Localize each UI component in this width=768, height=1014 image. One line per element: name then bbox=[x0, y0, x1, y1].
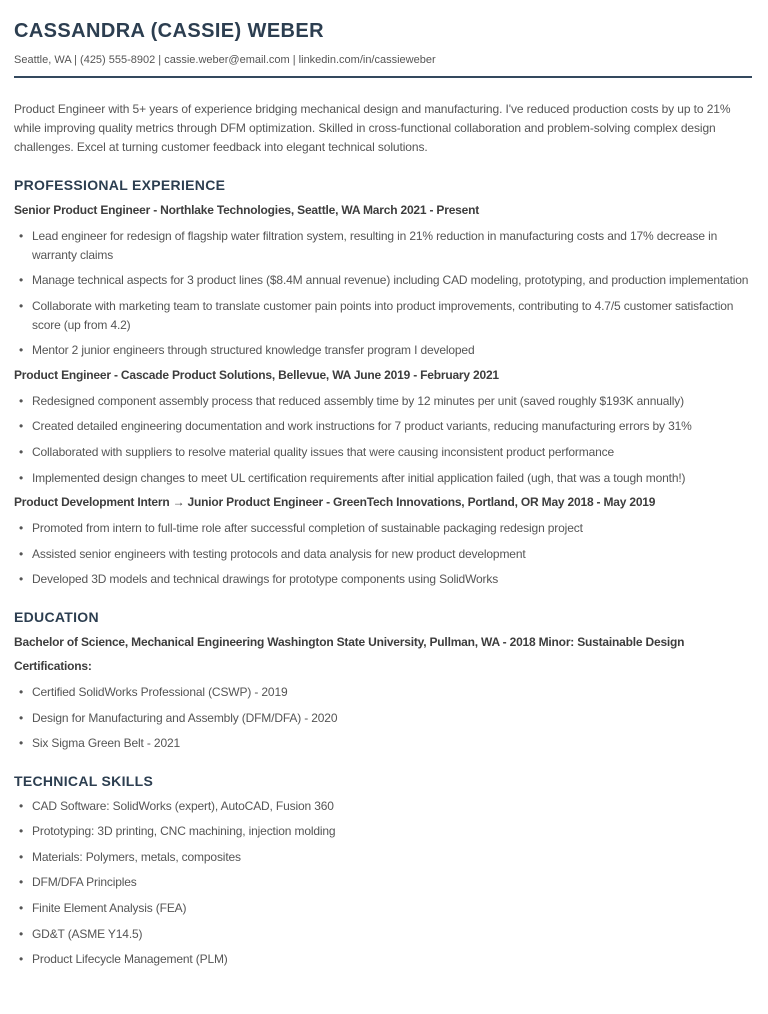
heading-professional-experience: PROFESSIONAL EXPERIENCE bbox=[14, 177, 226, 194]
certification-item: • Six Sigma Green Belt - 2021 bbox=[14, 734, 752, 753]
skill-item: • Product Lifecycle Management (PLM) bbox=[14, 950, 752, 969]
job-bullet: • Mentor 2 junior engineers through structured knowledge transfer program I developed bbox=[14, 341, 752, 360]
skill-item: • GD&T (ASME Y14.5) bbox=[14, 925, 752, 944]
skill-item: • DFM/DFA Principles bbox=[14, 873, 752, 892]
job-title: Senior Product Engineer - Northlake Technologies, Seattle, WA March 2021 - Present bbox=[14, 203, 480, 218]
job-bullet: • Lead engineer for redesign of flagship water filtration system, resulting in 21% reduction in manufacturing costs and 17% decrease in warranty claims bbox=[14, 227, 752, 264]
job-bullet: • Collaborated with suppliers to resolve material quality issues that were causing inconsistent product performance bbox=[14, 443, 752, 462]
section-education bbox=[14, 609, 752, 753]
job-bullet-list bbox=[14, 519, 752, 589]
skills-list bbox=[14, 797, 752, 969]
skill-item: • Finite Element Analysis (FEA) bbox=[14, 899, 752, 918]
resume-document bbox=[0, 20, 768, 1014]
job-bullet: • Created detailed engineering documentation and work instructions for 7 product variants, reducing manufacturing errors by 31% bbox=[14, 417, 752, 436]
skill-item: • Materials: Polymers, metals, composites bbox=[14, 848, 752, 867]
certifications-label: Certifications: bbox=[14, 658, 92, 673]
summary-paragraph: Product Engineer with 5+ years of experience bridging mechanical design and manufacturing. I've reduced production costs by up to 21% while improving quality metrics through DFM optimization. Skilled in cross-functional collaboration and problem-solving complex design challenges. Excel at turning customer feedback into elegant technical solutions. bbox=[14, 102, 731, 155]
job-bullet: • Promoted from intern to full-time role after successful completion of sustainable packaging redesign project bbox=[14, 519, 752, 538]
job-bullet-list bbox=[14, 392, 752, 487]
heading-education: EDUCATION bbox=[14, 608, 99, 625]
job-list bbox=[14, 201, 752, 589]
job-bullet: • Assisted senior engineers with testing protocols and data analysis for new product development bbox=[14, 545, 752, 564]
job-entry bbox=[14, 366, 752, 487]
skill-item: • Prototyping: 3D printing, CNC machining, injection molding bbox=[14, 822, 752, 841]
heading-technical-skills: TECHNICAL SKILLS bbox=[14, 772, 154, 789]
contact-line: Seattle, WA | (425) 555-8902 | cassie.weber@email.com | linkedin.com/in/cassieweber bbox=[14, 54, 436, 66]
job-bullet: • Developed 3D models and technical drawings for prototype components using SolidWorks bbox=[14, 570, 752, 589]
header-divider bbox=[14, 76, 752, 78]
job-bullet: • Implemented design changes to meet UL certification requirements after initial application failed (ugh, that was a tough month!) bbox=[14, 469, 752, 488]
certification-list bbox=[14, 683, 752, 753]
job-title: Product Development Intern → Junior Product Engineer - GreenTech Innovations, Portland, OR May 2018 - May 2019 bbox=[14, 495, 656, 510]
certification-item: • Certified SolidWorks Professional (CSWP) - 2019 bbox=[14, 683, 752, 702]
candidate-name: CASSANDRA (CASSIE) WEBER bbox=[14, 20, 324, 42]
job-entry bbox=[14, 201, 752, 360]
job-bullet: • Redesigned component assembly process that reduced assembly time by 12 minutes per unit (saved roughly $193K annually) bbox=[14, 392, 752, 411]
skill-item: • CAD Software: SolidWorks (expert), AutoCAD, Fusion 360 bbox=[14, 797, 752, 816]
job-bullet: • Collaborate with marketing team to translate customer pain points into product improvements, contributing to 4.7/5 customer satisfaction score (up from 4.2) bbox=[14, 297, 752, 334]
job-title: Product Engineer - Cascade Product Solutions, Bellevue, WA June 2019 - February 2021 bbox=[14, 367, 499, 382]
certification-item: • Design for Manufacturing and Assembly (DFM/DFA) - 2020 bbox=[14, 709, 752, 728]
job-bullet: • Manage technical aspects for 3 product lines ($8.4M annual revenue) including CAD modeling, prototyping, and production implementation bbox=[14, 271, 752, 290]
section-professional-experience bbox=[14, 177, 752, 589]
degree-line: Bachelor of Science, Mechanical Engineering Washington State University, Pullman, WA - 2018 Minor: Sustainable Design bbox=[14, 634, 685, 649]
job-bullet-list bbox=[14, 227, 752, 360]
resume-header bbox=[14, 20, 752, 78]
section-technical-skills bbox=[14, 773, 752, 969]
job-entry bbox=[14, 493, 752, 589]
